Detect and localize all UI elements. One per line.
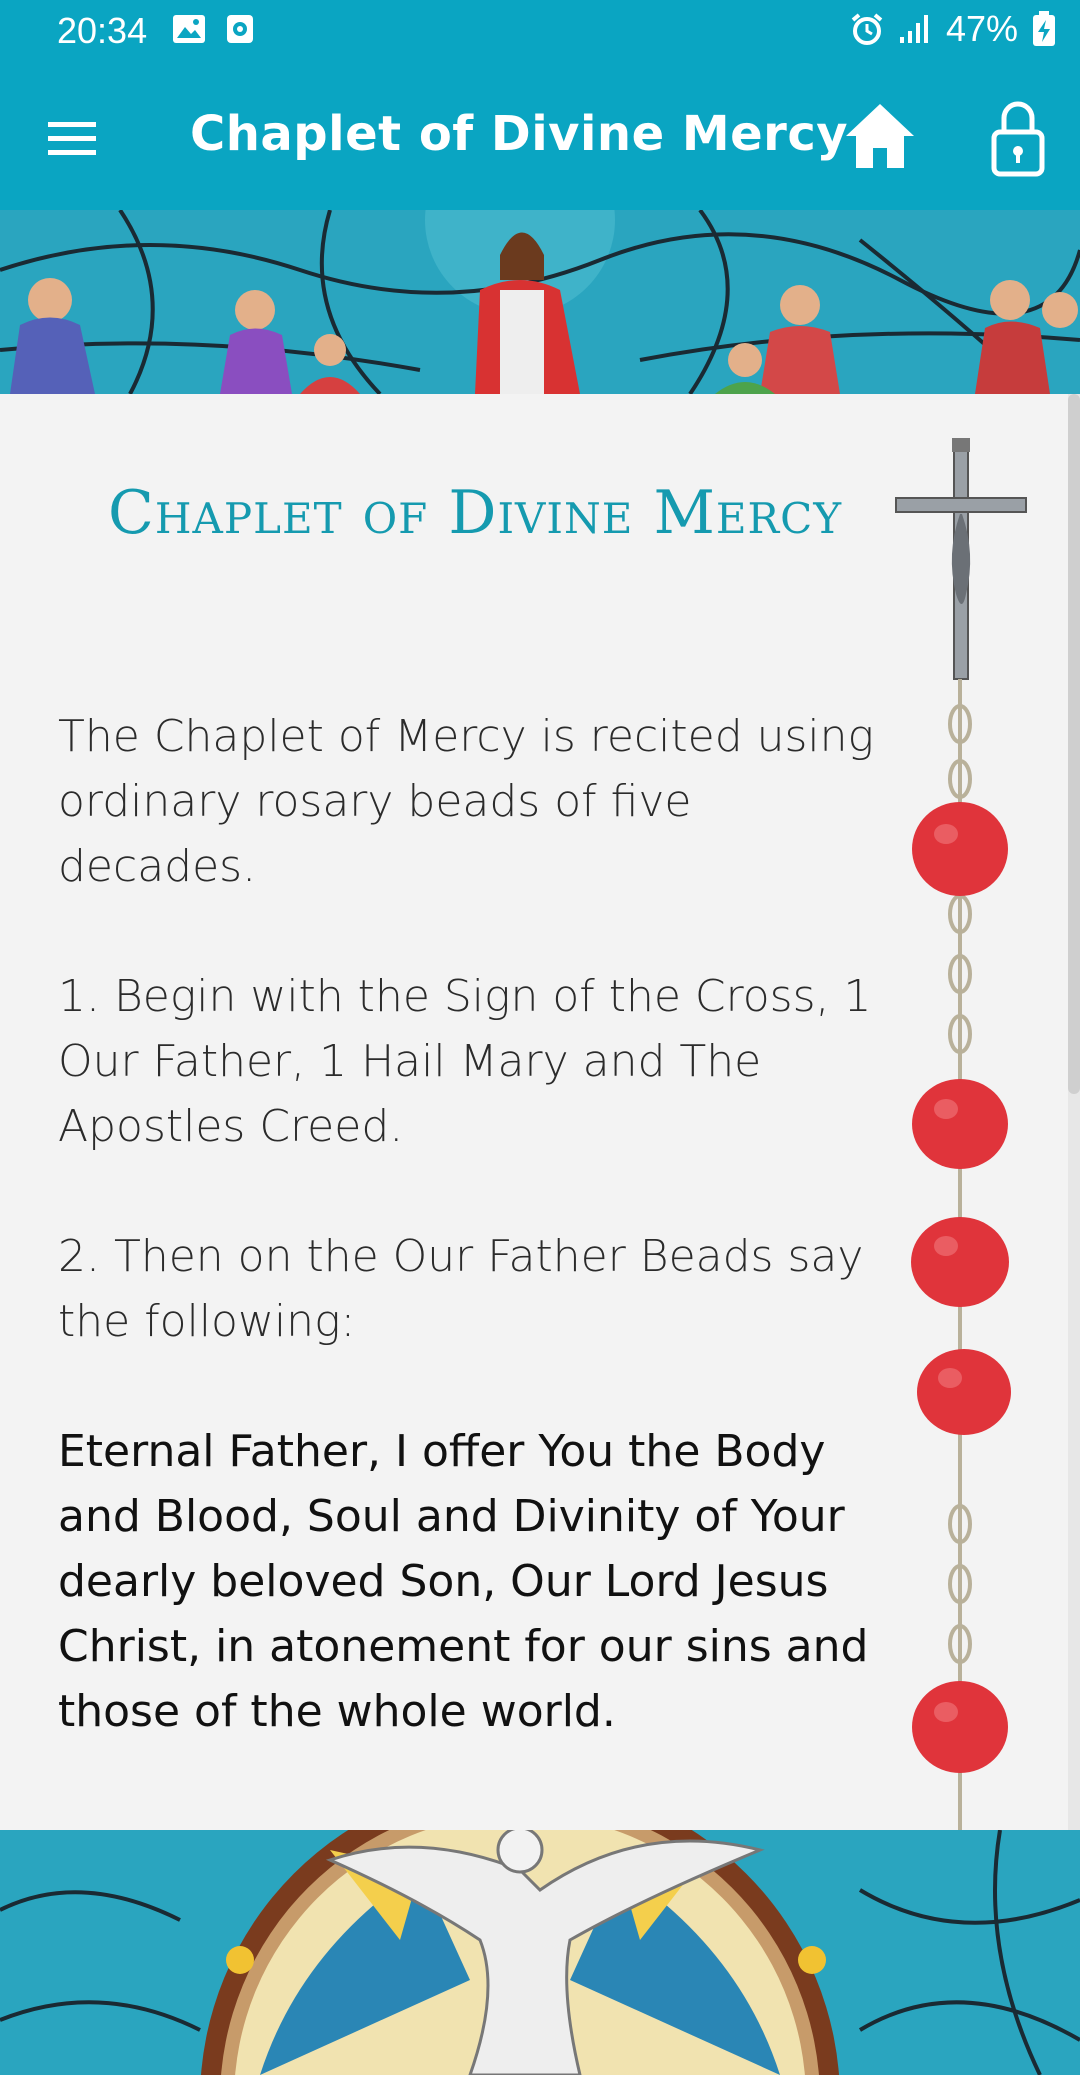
stained-glass-figures-image xyxy=(0,210,1080,394)
instructions-text xyxy=(58,704,898,1809)
signal-icon xyxy=(898,13,932,45)
hamburger-menu-icon[interactable] xyxy=(44,110,100,166)
intro-paragraph: The Chaplet of Mercy is recited using ordinary rosary beads of five decades. xyxy=(58,711,874,892)
alarm-icon xyxy=(850,12,884,46)
app-bar xyxy=(0,64,1080,210)
status-bar xyxy=(0,0,1080,64)
footer-banner-image xyxy=(0,1830,1080,2075)
home-icon[interactable] xyxy=(842,98,918,174)
header-banner-image xyxy=(0,210,1080,394)
status-time: 20:34 xyxy=(57,10,148,51)
rosary-image xyxy=(890,434,1040,1830)
app-title: Chaplet of Divine Mercy xyxy=(190,106,849,162)
chaplet-content[interactable] xyxy=(0,394,1068,1830)
lock-icon[interactable] xyxy=(990,98,1046,178)
step-1-paragraph: 1. Begin with the Sign of the Cross, 1 Our Father, 1 Hail Mary and The Apostles Creed. xyxy=(58,971,872,1152)
screen-record-icon xyxy=(226,14,254,44)
status-right xyxy=(850,8,1056,50)
page-title: Chaplet of Divine Mercy xyxy=(107,478,843,548)
holy-spirit-dove-image xyxy=(0,1830,1080,2075)
scrollbar[interactable] xyxy=(1068,394,1080,1830)
prayer-paragraph: Eternal Father, I offer You the Body and Blood, Soul and Divinity of Your dearly beloved Son, Our Lord Jesus Christ, in atonement for our sins and those of the whole world. xyxy=(58,1426,869,1737)
battery-charging-icon xyxy=(1032,11,1056,47)
battery-percent: 47% xyxy=(945,8,1018,49)
scrollbar-thumb[interactable] xyxy=(1068,394,1080,1094)
step-2-paragraph: 2. Then on the Our Father Beads say the following: xyxy=(58,1231,864,1347)
image-icon xyxy=(172,14,206,44)
